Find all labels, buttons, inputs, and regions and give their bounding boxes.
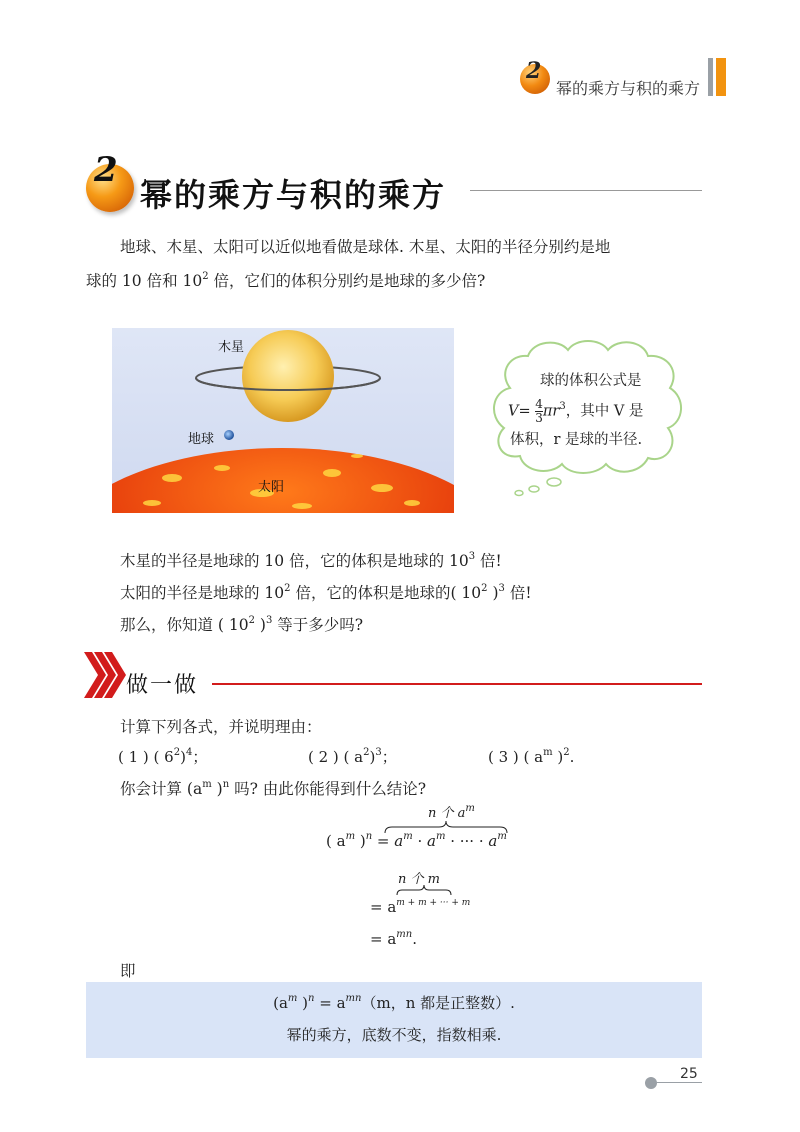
overbrace-2	[396, 884, 452, 896]
doit-rule	[212, 683, 702, 685]
brace-label-2: n 个 m	[398, 872, 440, 887]
brace-label-1: n 个 $a^m$	[428, 802, 475, 821]
cloud-line-2: V= $\frac{4}{3}$ $\pi r^3$，其中 V 是	[508, 397, 644, 425]
cloud-line-3: 体积，r 是球的半径.	[510, 432, 643, 448]
statement-1: 木星的半径是地球的 10 倍，它的体积是地球的 $10^3$ 倍!	[120, 550, 502, 570]
header-bar-orange	[716, 58, 726, 96]
jupiter-icon	[242, 330, 334, 422]
conclusion-intro: 即	[120, 962, 136, 980]
header-bar-gray	[708, 58, 713, 96]
derivation-line-1: ( $a^m$ )$^n = a^m \cdot a^m$ · ··· · $a^m$	[326, 831, 507, 850]
sun-label: 太阳	[258, 480, 285, 495]
cloud-line-1: 球的体积公式是	[540, 373, 642, 389]
exercise-item-2: ( 2 ) ( $a^2)^3$；	[308, 747, 397, 766]
derivation-line-3: = $a^{mn}$.	[370, 929, 417, 948]
exercise-item-3: ( 3 ) ( $a^m$ )$^2$.	[488, 747, 575, 766]
section-number: 2	[94, 150, 118, 190]
derivation-line-2: = $a^{m + m + \cdot\cdot\cdot + m}$	[370, 898, 471, 916]
earth-icon	[224, 430, 234, 440]
chapter-number: 2	[526, 58, 542, 84]
planets-illustration	[112, 328, 454, 513]
doit-title: 做一做	[126, 673, 199, 698]
power-rule-text: 幂的乘方，底数不变，指数相乘.	[286, 1026, 502, 1044]
doit-instruction: 计算下列各式，并说明理由：	[120, 718, 322, 736]
page-number: 25	[680, 1066, 698, 1082]
page-dot-icon	[645, 1077, 657, 1089]
page-rule	[657, 1082, 702, 1083]
power-rule-formula: ($a^m$ )$^n = a^{mn}(m$，n 都是正整数）.	[273, 993, 515, 1012]
intro-line-2: 球的 10 倍和 $10^2$ 倍，它们的体积分别约是地球的多少倍?	[86, 270, 486, 290]
jupiter-label: 木星	[218, 340, 245, 355]
statement-2: 太阳的半径是地球的 $10^2$ 倍，它的体积是地球的( $10^2$ )$^3$ 倍!	[120, 582, 532, 602]
doit-question: 你会计算 ($a^m$ )$^n$ 吗? 由此你能得到什么结论?	[120, 778, 427, 798]
title-rule	[470, 190, 702, 191]
intro-line-1: 地球、木星、太阳可以近似地看做是球体. 木星、太阳的半径分别约是地	[120, 238, 611, 256]
section-title: 幂的乘方与积的乘方	[140, 176, 447, 214]
exercise-item-1: ( 1 ) ( $6^2)^4$；	[118, 747, 208, 766]
chevrons-icon	[84, 650, 128, 700]
running-header-title: 幂的乘方与积的乘方	[556, 79, 701, 98]
earth-label: 地球	[188, 432, 215, 447]
statement-3: 那么，你知道 ( $10^2$ )$^3$ 等于多少吗?	[120, 614, 364, 634]
